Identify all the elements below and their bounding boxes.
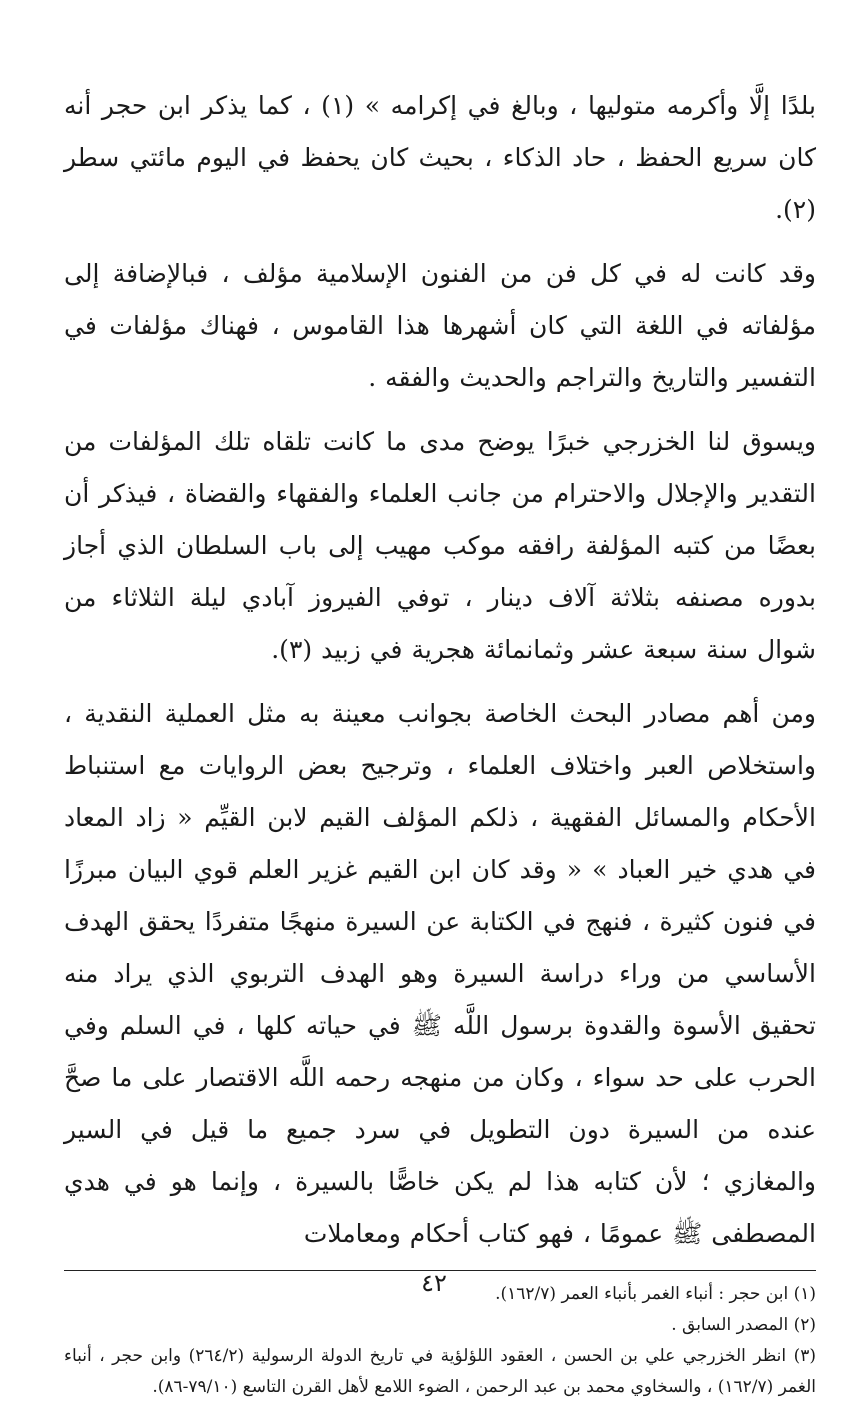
paragraph-2: وقد كانت له في كل فن من الفنون الإسلامية مؤلف ، فبالإضافة إلى مؤلفاته في اللغة التي كان أشهرها هذا القاموس ، فهناك مؤلفات في التفسير والتاريخ والتراجم والحديث والفقه . — [64, 259, 816, 392]
body-text — [64, 80, 816, 1260]
paragraph-4: ومن أهم مصادر البحث الخاصة بجوانب معينة به مثل العملية النقدية ، واستخلاص العبر واختلاف العلماء ، وترجيح بعض الروايات مع استنباط الأحكام والمسائل الفقهية ، ذلكم المؤلف القيم لابن القيِّم « زاد المعاد في هدي خير العباد » « وقد كان ابن القيم غزير العلم قوي البيان مبرزًا في فنون كثيرة ، فنهج في الكتابة عن السيرة منهجًا متفردًا يحقق الهدف الأساسي من وراء دراسة السيرة وهو الهدف التربوي الذي يراد منه تحقيق الأسوة والقدوة برسول اللَّه ﷺ في حياته كلها ، في السلم وفي الحرب على حد سواء ، وكان من منهجه رحمه اللَّه الاقتصار على ما صحَّ عنده من السيرة دون التطويل في سرد جميع ما قيل في السير والمغازي ؛ لأن كتابه هذا لم يكن خاصًّا بالسيرة ، وإنما هو في هدي المصطفى ﷺ عمومًا ، فهو كتاب أحكام ومعاملات — [64, 699, 816, 1248]
footnotes — [64, 1279, 816, 1403]
footnote-2: (٢) المصدر السابق . — [671, 1315, 816, 1335]
page-number: ٤٢ — [421, 1269, 447, 1297]
paragraph-1: بلدًا إلَّا وأكرمه متوليها ، وبالغ في إكرامه » (١) ، كما يذكر ابن حجر أنه كان سريع الحفظ ، حاد الذكاء ، بحيث كان يحفظ في اليوم مائتي سطر (٢). — [64, 91, 816, 224]
footnote-1: (١) ابن حجر : أنباء الغمر بأنباء العمر (١٦٢/٧). — [495, 1284, 816, 1304]
document-page — [64, 80, 816, 1397]
paragraph-3: ويسوق لنا الخزرجي خبرًا يوضح مدى ما كانت تلقاه تلك المؤلفات من التقدير والإجلال والاحترام من جانب العلماء والفقهاء والقضاة ، فيذكر أن بعضًا من كتبه المؤلفة رافقه موكب مهيب إلى باب السلطان الذي أجاز بدوره مصنفه بثلاثة آلاف دينار ، توفي الفيروز آبادي ليلة الثلاثاء من شوال سنة سبعة عشر وثمانمائة هجرية في زبيد (٣). — [64, 427, 816, 664]
footnote-3: (٣) انظر الخزرجي علي بن الحسن ، العقود اللؤلؤية في تاريخ الدولة الرسولية (٢٦٤/٢) وابن حجر ، أنباء الغمر (١٦٢/٧) ، والسخاوي محمد بن عبد الرحمن ، الضوء اللامع لأهل القرن التاسع (٧٩/١٠-٨٦). — [64, 1346, 816, 1397]
